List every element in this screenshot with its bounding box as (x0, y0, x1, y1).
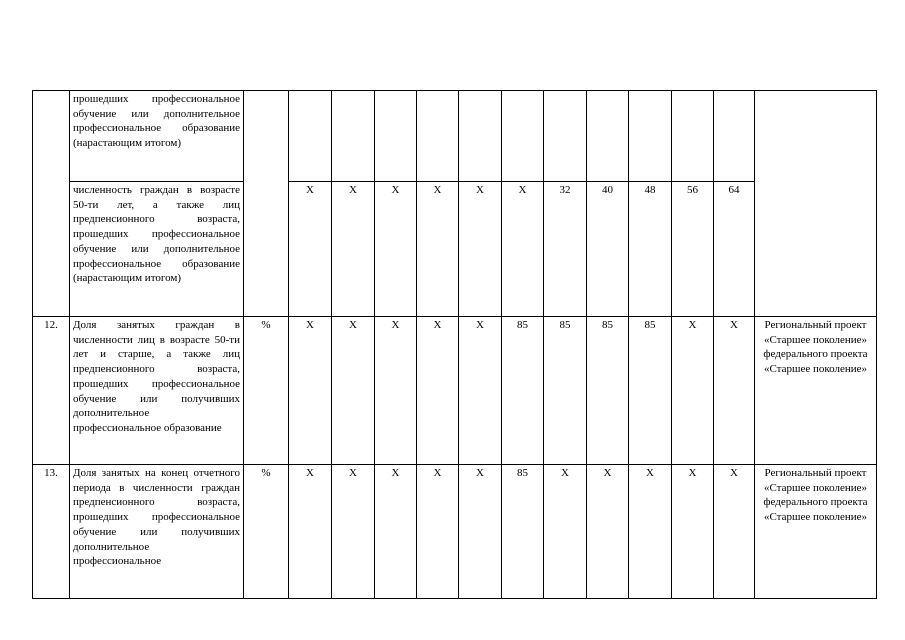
value-cell: Х (289, 465, 332, 599)
unit-cell (244, 91, 289, 317)
value-cell (375, 91, 417, 182)
value-cell: Х (289, 317, 332, 465)
value-cell: Х (502, 182, 544, 317)
value-cell: Х (332, 317, 375, 465)
value-cell (714, 91, 755, 182)
value-cell: Х (332, 182, 375, 317)
row-number (33, 91, 70, 317)
value-cell: Х (375, 182, 417, 317)
value-cell: Х (587, 465, 629, 599)
value-cell (629, 91, 672, 182)
value-cell (587, 91, 629, 182)
value-cell (417, 91, 459, 182)
source-cell (755, 91, 877, 317)
value-cell: Х (417, 317, 459, 465)
value-cell: Х (417, 465, 459, 599)
value-cell: 85 (544, 317, 587, 465)
row-number: 12. (33, 317, 70, 465)
table-row (33, 317, 877, 465)
value-cell: Х (672, 317, 714, 465)
value-cell: Х (289, 182, 332, 317)
value-cell: 85 (502, 317, 544, 465)
value-cell: Х (672, 465, 714, 599)
indicator-name: Доля занятых на конец отчетного периода в численности граждан предпенсионного возраста, прошедших профессиональное обучение или получивших дополнительное профессиональное (70, 465, 244, 599)
table-row (33, 91, 877, 182)
value-cell: Х (629, 465, 672, 599)
table-row (33, 465, 877, 599)
indicator-name: Доля занятых граждан в численности лиц в возрасте 50-ти лет и старше, а также лиц предпенсионного возраста, прошедших профессиональное обучение или получивших дополнительное профессиональное образование (70, 317, 244, 465)
value-cell (502, 91, 544, 182)
value-cell: Х (714, 465, 755, 599)
source-cell: Региональный проект «Старшее поколение» федерального проекта «Старшее поколение» (755, 465, 877, 599)
value-cell (289, 91, 332, 182)
value-cell: Х (332, 465, 375, 599)
indicator-table (32, 90, 877, 599)
value-cell: Х (544, 465, 587, 599)
indicator-name: прошедших профессиональное обучение или дополнительное профессиональное образование (нарастающим итогом) (70, 91, 244, 182)
value-cell: Х (417, 182, 459, 317)
source-cell: Региональный проект «Старшее поколение» федерального проекта «Старшее поколение» (755, 317, 877, 465)
value-cell: Х (714, 317, 755, 465)
value-cell (544, 91, 587, 182)
value-cell: Х (459, 182, 502, 317)
value-cell: Х (459, 465, 502, 599)
indicator-name: численность граждан в возрасте 50-ти лет, а также лиц предпенсионного возраста, прошедших профессиональное обучение или дополнительное профессиональное образование (нарастающим итогом) (70, 182, 244, 317)
value-cell: 56 (672, 182, 714, 317)
value-cell (459, 91, 502, 182)
value-cell: 48 (629, 182, 672, 317)
unit-cell: % (244, 465, 289, 599)
value-cell: 64 (714, 182, 755, 317)
value-cell (672, 91, 714, 182)
value-cell: 85 (629, 317, 672, 465)
value-cell: Х (375, 465, 417, 599)
unit-cell: % (244, 317, 289, 465)
value-cell: Х (459, 317, 502, 465)
value-cell: 32 (544, 182, 587, 317)
value-cell: 85 (587, 317, 629, 465)
value-cell: Х (375, 317, 417, 465)
row-number: 13. (33, 465, 70, 599)
table-row (33, 182, 877, 317)
value-cell: 40 (587, 182, 629, 317)
value-cell: 85 (502, 465, 544, 599)
value-cell (332, 91, 375, 182)
